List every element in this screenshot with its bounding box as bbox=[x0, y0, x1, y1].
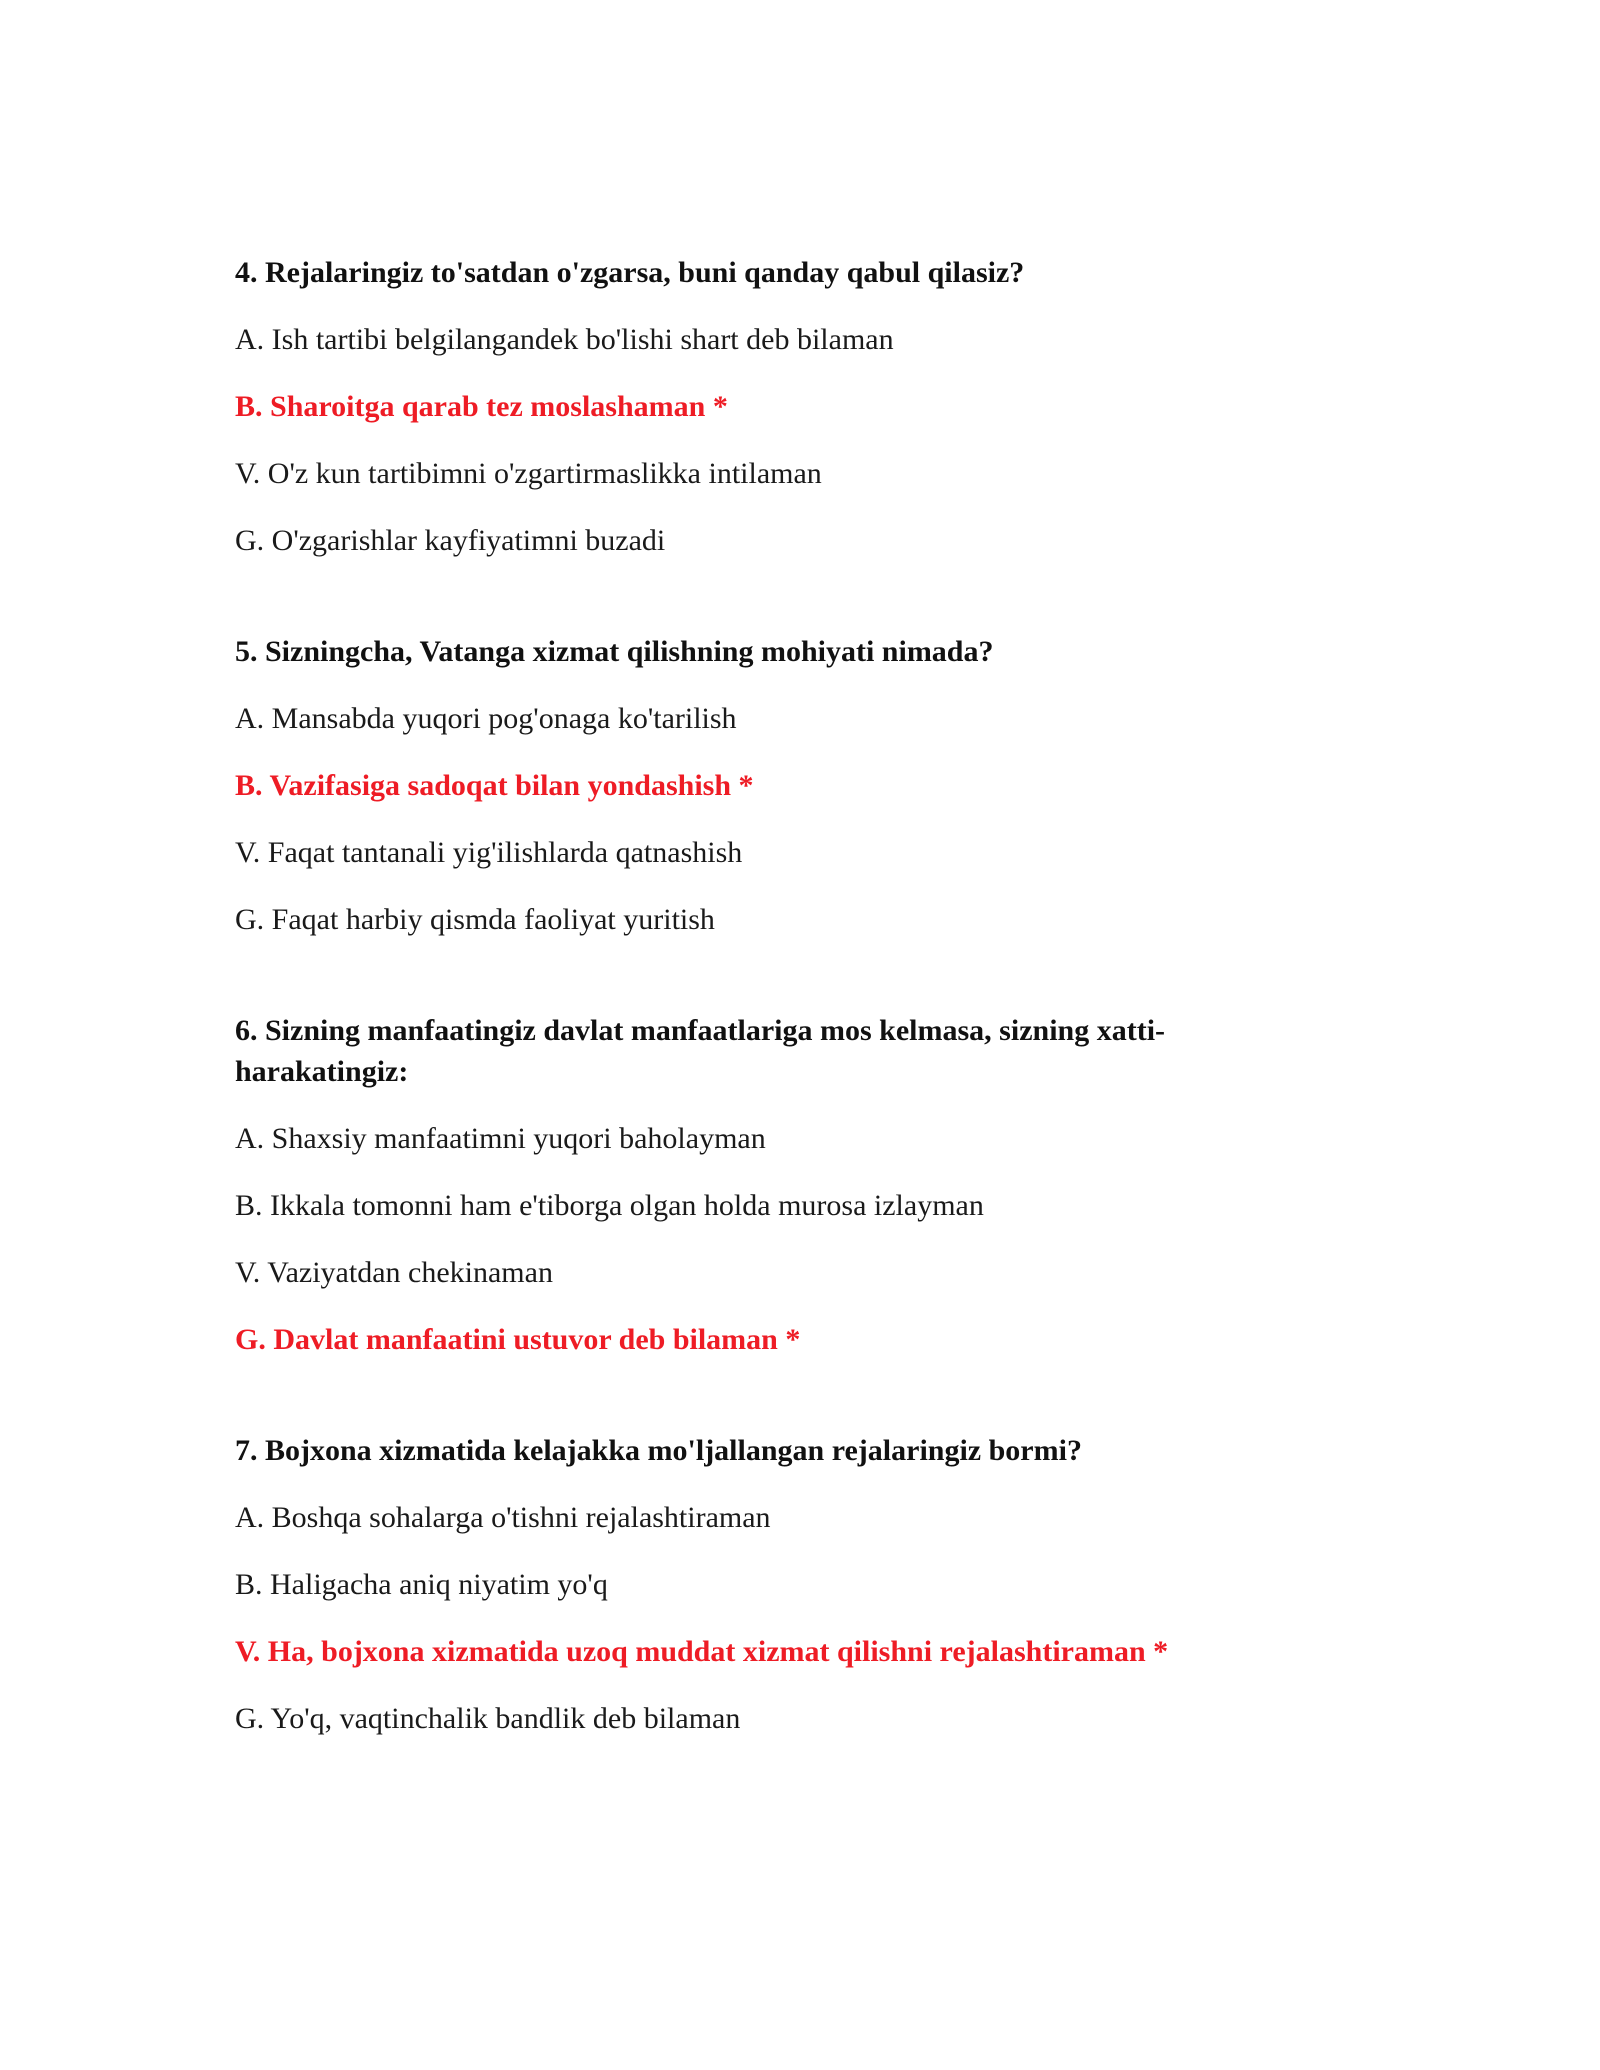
question-block-4 bbox=[235, 252, 1245, 561]
answer-option: A. Boshqa sohalarga o'tishni rejalashtiraman bbox=[235, 1501, 771, 1534]
answer-option: A. Ish tartibi belgilangandek bo'lishi shart deb bilaman bbox=[235, 323, 894, 356]
question-text: 7. Bojxona xizmatida kelajakka mo'ljallangan rejalaringiz bormi? bbox=[235, 1434, 1082, 1467]
question-block-5 bbox=[235, 631, 1245, 940]
answer-option-correct: B. Sharoitga qarab tez moslashaman * bbox=[235, 390, 728, 423]
answer-option: A. Mansabda yuqori pog'onaga ko'tarilish bbox=[235, 702, 737, 735]
question-block-6 bbox=[235, 1010, 1245, 1360]
answer-option: B. Ikkala tomonni ham e'tiborga olgan holda murosa izlayman bbox=[235, 1189, 984, 1222]
answer-option: G. O'zgarishlar kayfiyatimni buzadi bbox=[235, 524, 666, 557]
answer-option: B. Haligacha aniq niyatim yo'q bbox=[235, 1568, 608, 1601]
answer-option-correct: B. Vazifasiga sadoqat bilan yondashish * bbox=[235, 769, 754, 802]
question-text: 4. Rejalaringiz to'satdan o'zgarsa, buni qanday qabul qilasiz? bbox=[235, 256, 1025, 289]
answer-option-correct: V. Ha, bojxona xizmatida uzoq muddat xizmat qilishni rejalashtiraman * bbox=[235, 1635, 1169, 1668]
answer-option-correct: G. Davlat manfaatini ustuvor deb bilaman * bbox=[235, 1323, 801, 1356]
document-page bbox=[235, 252, 1245, 1739]
answer-option: V. O'z kun tartibimni o'zgartirmaslikka intilaman bbox=[235, 457, 822, 490]
question-text: 6. Sizning manfaatingiz davlat manfaatlariga mos kelmasa, sizning xatti-harakatingiz: bbox=[235, 1014, 1166, 1088]
question-text: 5. Sizningcha, Vatanga xizmat qilishning mohiyati nimada? bbox=[235, 635, 994, 668]
answer-option: V. Faqat tantanali yig'ilishlarda qatnashish bbox=[235, 836, 743, 869]
answer-option: V. Vaziyatdan chekinaman bbox=[235, 1256, 553, 1289]
answer-option: G. Faqat harbiy qismda faoliyat yuritish bbox=[235, 903, 715, 936]
answer-option: G. Yo'q, vaqtinchalik bandlik deb bilaman bbox=[235, 1702, 741, 1735]
question-block-7 bbox=[235, 1430, 1245, 1739]
answer-option: A. Shaxsiy manfaatimni yuqori baholayman bbox=[235, 1122, 766, 1155]
